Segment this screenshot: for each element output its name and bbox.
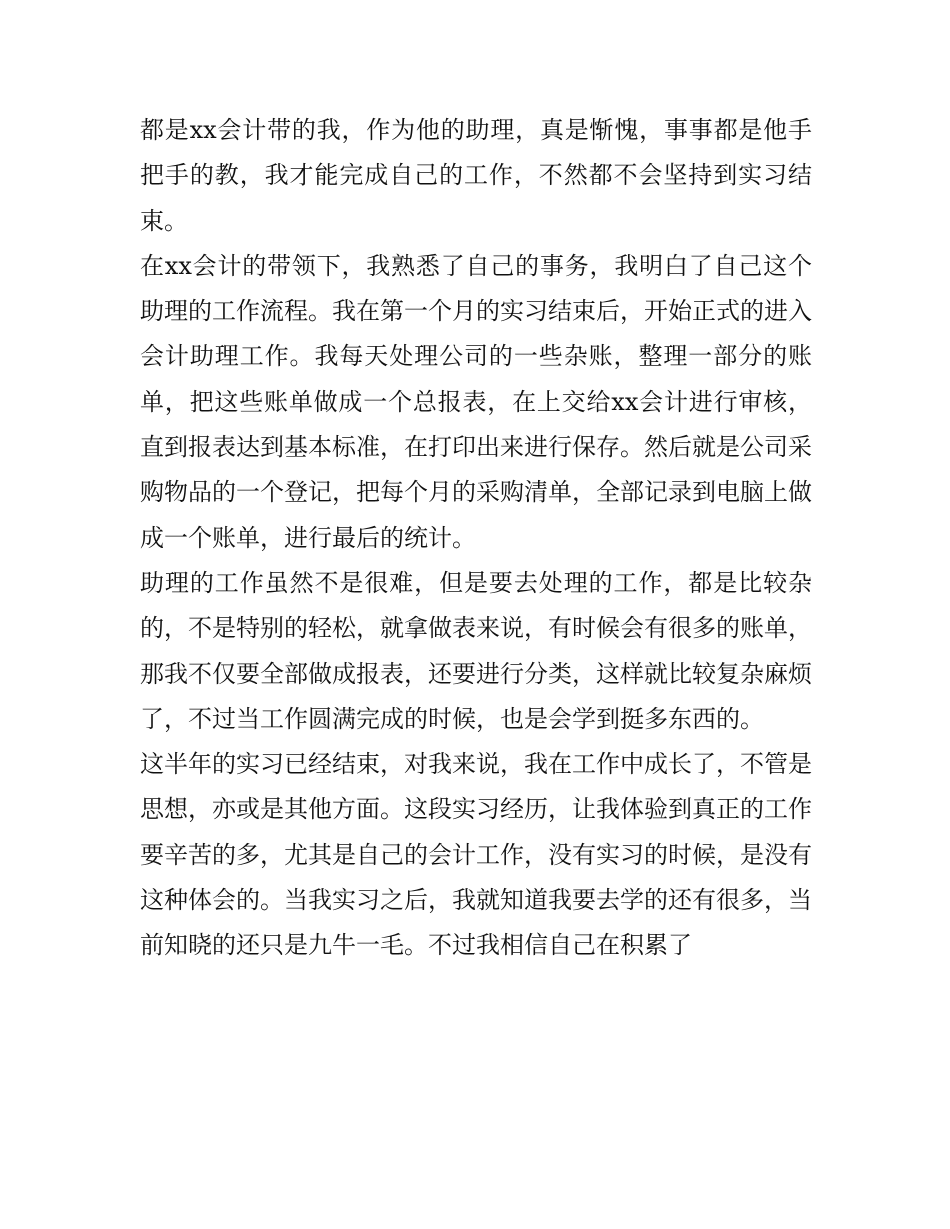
- paragraph-3: 助理的工作虽然不是很难，但是要去处理的工作，都是比较杂的，不是特别的轻松，就拿做表来说，有时候会有很多的账单，那我不仅要全部做成报表，还要进行分类，这样就比较复杂麻烦了，不过当工作圆满完成的时候，也是会学到挺多东西的。: [140, 568, 812, 733]
- paragraph-1: 都是xx会计带的我，作为他的助理，真是惭愧，事事都是他手把手的教，我才能完成自己的工作，不然都不会坚持到实习结束。: [140, 116, 812, 235]
- document-body: [140, 108, 812, 969]
- paragraph-4: 这半年的实习已经结束，对我来说，我在工作中成长了，不管是思想，亦或是其他方面。这段实习经历，让我体验到真正的工作要辛苦的多，尤其是自己的会计工作，没有实习的时候，是没有这种体会的。当我实习之后，我就知道我要去学的还有很多，当前知晓的还只是九牛一毛。不过我相信自己在积累了: [140, 750, 812, 960]
- paragraph-2: 在xx会计的带领下，我熟悉了自己的事务，我明白了自己这个助理的工作流程。我在第一个月的实习结束后，开始正式的进入会计助理工作。我每天处理公司的一些杂账，整理一部分的账单，把这些账单做成一个总报表，在上交给xx会计进行审核，直到报表达到基本标准，在打印出来进行保存。然后就是公司采购物品的一个登记，把每个月的采购清单，全部记录到电脑上做成一个账单，进行最后的统计。: [140, 251, 812, 552]
